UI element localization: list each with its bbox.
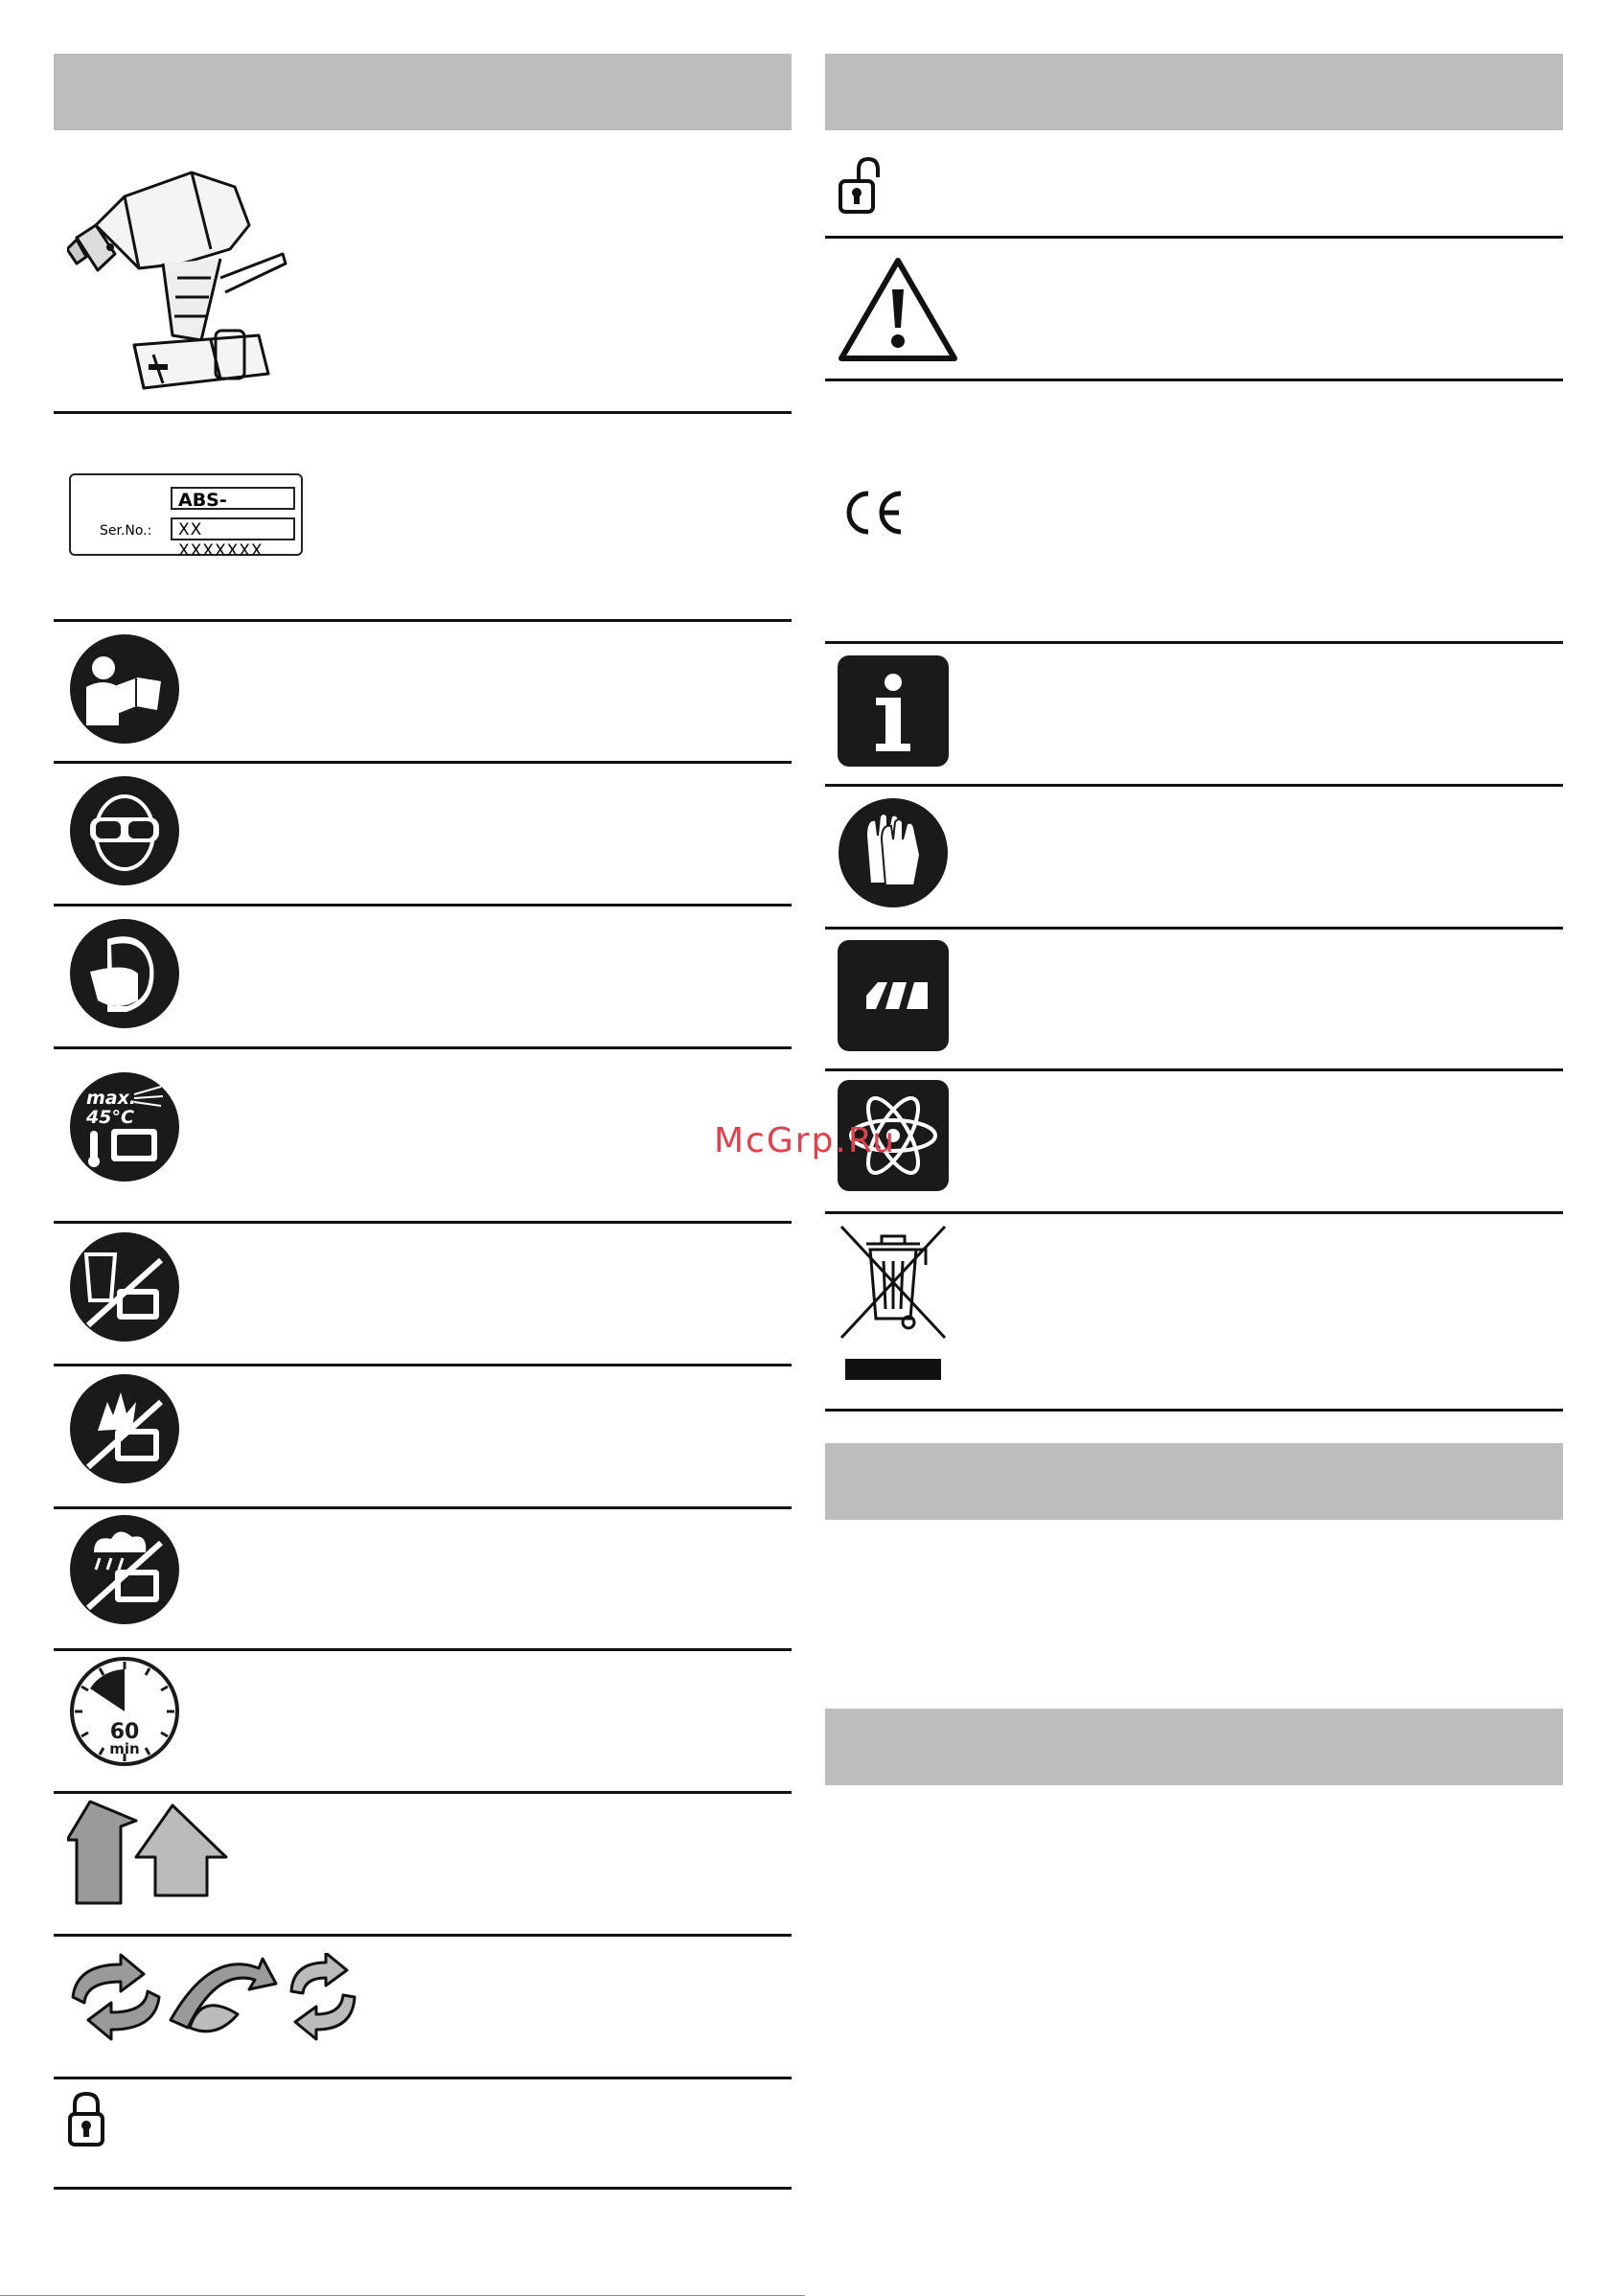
battery-level-icon xyxy=(838,940,949,1051)
left-rule-4 xyxy=(54,904,792,907)
left-rule-3 xyxy=(54,761,792,764)
right-rule-2 xyxy=(825,379,1563,381)
right-section-bar-1 xyxy=(825,1443,1563,1520)
left-rule-2 xyxy=(54,619,792,622)
left-rule-5 xyxy=(54,1046,792,1049)
right-rule-8 xyxy=(825,1409,1563,1412)
info-icon xyxy=(838,655,949,767)
gloves-icon xyxy=(838,797,949,908)
left-header-bar xyxy=(54,54,792,130)
right-rule-1 xyxy=(825,236,1563,239)
lock-icon xyxy=(67,2091,105,2147)
no-trash-disposal-icon xyxy=(69,1231,180,1343)
right-header-bar xyxy=(825,54,1563,130)
right-section-bar-2 xyxy=(825,1709,1563,1785)
unlock-icon xyxy=(838,156,880,214)
max-temperature-icon xyxy=(69,1071,180,1182)
right-rule-4 xyxy=(825,784,1563,787)
eye-protection-icon xyxy=(69,775,180,886)
temp-line2: 45°C xyxy=(86,1107,134,1128)
watermark: McGrp.Ru xyxy=(714,1121,897,1160)
left-rule-12 xyxy=(54,2077,792,2079)
serial-value: XX XXXXXXX xyxy=(171,517,295,540)
timer-value: 60 xyxy=(109,1720,140,1744)
serial-caption: Ser.No.: xyxy=(100,523,152,539)
no-rain-icon xyxy=(69,1514,180,1625)
right-rule-7 xyxy=(825,1211,1563,1214)
dust-mask-icon xyxy=(69,918,180,1029)
temp-line1: max. xyxy=(86,1088,137,1109)
weee-bin-icon xyxy=(838,1223,949,1384)
left-rule-8 xyxy=(54,1506,792,1509)
read-manual-icon xyxy=(69,633,180,745)
warning-triangle-icon xyxy=(838,257,958,362)
left-rule-10 xyxy=(54,1791,792,1794)
timer-60min-icon xyxy=(69,1656,180,1767)
no-fire-icon xyxy=(69,1373,180,1484)
left-rule-11 xyxy=(54,1934,792,1937)
direction-arrows-icon xyxy=(67,1798,230,1908)
ce-mark-icon xyxy=(839,488,907,538)
rating-label xyxy=(69,473,303,561)
rotation-arrows-icon xyxy=(67,1953,364,2041)
right-rule-5 xyxy=(825,927,1563,930)
left-rule-9 xyxy=(54,1648,792,1651)
right-rule-6 xyxy=(825,1068,1563,1071)
left-rule-6 xyxy=(54,1221,792,1224)
right-rule-3 xyxy=(825,641,1563,644)
model-prefix: ABS- xyxy=(171,487,295,510)
drill-illustration xyxy=(67,144,297,398)
left-rule-1 xyxy=(54,411,792,414)
left-rule-7 xyxy=(54,1364,792,1366)
left-rule-13 xyxy=(54,2187,792,2190)
timer-unit: min xyxy=(109,1740,140,1757)
